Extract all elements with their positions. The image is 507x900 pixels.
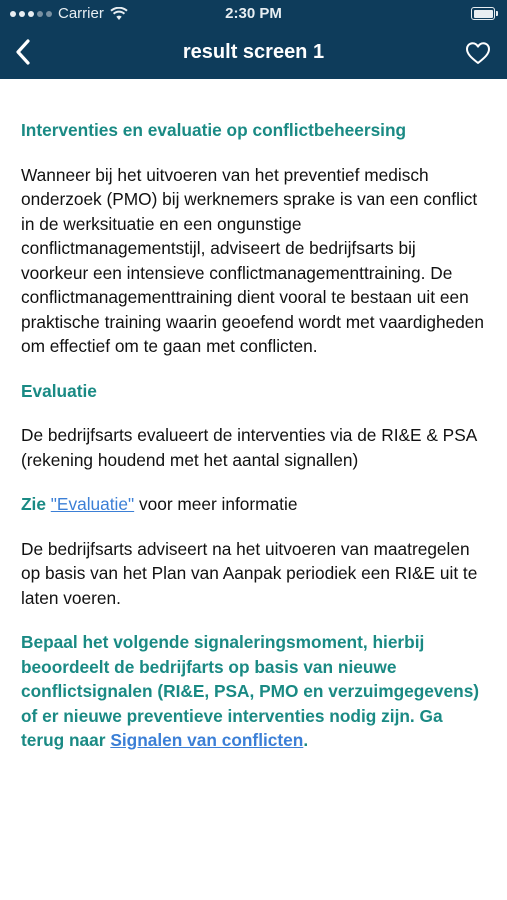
see-prefix: Zie <box>21 494 46 514</box>
carrier-label: Carrier <box>58 5 104 22</box>
status-time: 2:30 PM <box>225 5 282 22</box>
evaluatie-link[interactable]: "Evaluatie" <box>50 494 135 514</box>
favorite-button[interactable] <box>463 38 493 68</box>
section-heading-evaluatie: Evaluatie <box>21 380 97 401</box>
see-suffix: voor meer informatie <box>134 494 298 514</box>
navigation-bar <box>0 28 507 79</box>
heart-outline-icon <box>465 41 491 65</box>
signalen-link[interactable]: Signalen van conflicten <box>110 730 304 750</box>
section-heading-interventies: Interventies en evaluatie op conflictbeheersing <box>21 120 407 140</box>
see-evaluatie-line <box>21 492 487 517</box>
signaleringsmoment-end: . <box>303 730 309 750</box>
page-title: result screen 1 <box>182 41 325 63</box>
battery-icon <box>471 7 495 20</box>
status-bar <box>0 0 507 28</box>
paragraph-pmo: Wanneer bij het uitvoeren van het preventief medisch onderzoek (PMO) bij werknemers sprake is van een conflict in de werksituatie en een ongunstige conflictmanagementstijl, adviseert de bedrijfsarts bij voorkeur een intensieve conflictmanagementtraining. De conflictmanagementtraining dient vooral te bestaan uit een praktische training waarin geoefend wordt met vaardigheden om effectief om te gaan met conflicten. <box>21 164 485 356</box>
header <box>0 0 507 79</box>
paragraph-evaluatie: De bedrijfsarts evalueert de interventies via de RI&E & PSA (rekening houdend met het aantal signallen) <box>21 425 477 470</box>
paragraph-plan-van-aanpak: De bedrijfsarts adviseert na het uitvoeren van maatregelen op basis van het Plan van Aanpak periodiek een RI&E uit te laten voeren. <box>21 538 478 608</box>
paragraph-signaleringsmoment <box>21 630 487 753</box>
result-content <box>21 118 487 753</box>
signaleringsmoment-text: Bepaal het volgende signaleringsmoment, hierbij beoordeelt de bedrijfarts op basis van nieuwe conflictsignalen (RI&E, PSA, PMO en verzuimgegevens) of er nieuwe preventieve interventies nodig zijn. Ga terug naar <box>21 632 480 750</box>
